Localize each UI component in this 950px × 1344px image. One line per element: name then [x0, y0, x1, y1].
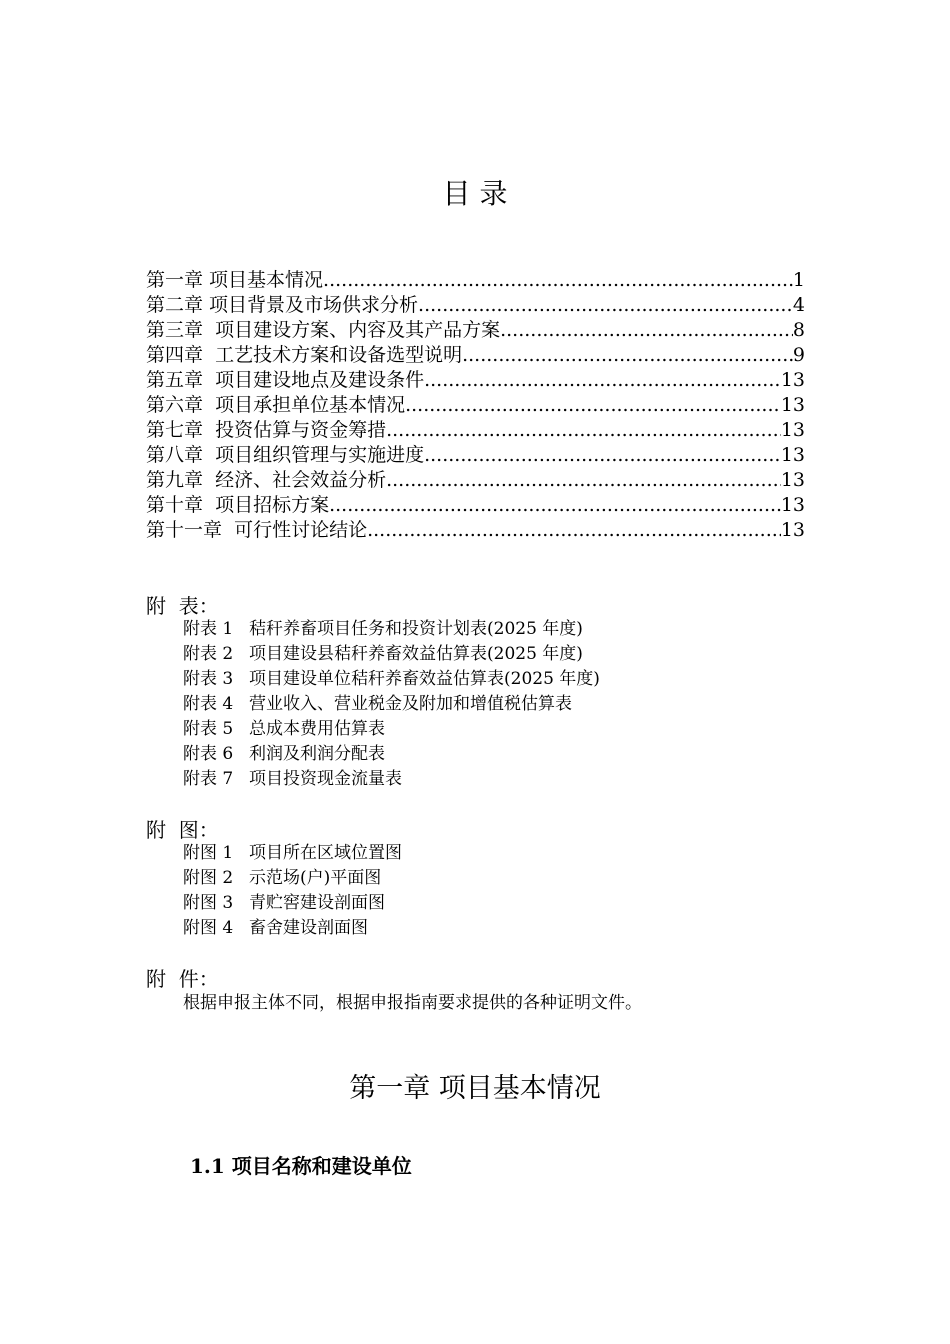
toc-page-number: 13 — [780, 394, 805, 416]
page-title: 目 录 — [442, 177, 508, 210]
toc-page-number: 13 — [780, 444, 805, 466]
toc-page-number: 13 — [780, 469, 805, 491]
list-item — [183, 692, 600, 717]
table-of-contents — [146, 268, 805, 543]
toc-chapter-label: 第四章 工艺技术方案和设备选型说明 — [146, 344, 463, 366]
list-item-label: 附图 1 — [183, 843, 234, 863]
toc-dot-leader — [386, 468, 781, 493]
list-item — [183, 642, 600, 667]
toc-entry[interactable] — [146, 343, 805, 368]
list-item-label: 附图 3 — [183, 893, 234, 913]
toc-chapter-label: 第二章 项目背景及市场供求分析 — [146, 294, 419, 316]
list-item-text: 秸秆养畜项目任务和投资计划表(2025 年度) — [249, 619, 583, 639]
list-item — [183, 667, 600, 692]
list-item-label: 附图 2 — [183, 868, 234, 888]
toc-chapter-label: 第十章 项目招标方案 — [146, 494, 330, 516]
list-item-text: 项目建设单位秸秆养畜效益估算表(2025 年度) — [249, 669, 600, 689]
list-item — [183, 841, 402, 866]
toc-dot-leader — [424, 443, 781, 468]
toc-chapter-label: 第五章 项目建设地点及建设条件 — [146, 369, 425, 391]
toc-dot-leader — [500, 318, 793, 343]
list-item-label: 附图 4 — [183, 918, 234, 938]
toc-chapter-label: 第一章 项目基本情况 — [146, 269, 324, 291]
list-item — [183, 891, 402, 916]
toc-dot-leader — [367, 518, 781, 543]
list-item-text: 青贮窖建设剖面图 — [249, 893, 385, 913]
attachments-heading: 附 件： — [146, 967, 219, 991]
list-item-text: 总成本费用估算表 — [249, 719, 385, 739]
list-item-label: 附表 4 — [183, 694, 234, 714]
toc-entry[interactable] — [146, 468, 805, 493]
toc-dot-leader — [386, 418, 781, 443]
toc-page-number: 9 — [792, 344, 805, 366]
toc-entry[interactable] — [146, 443, 805, 468]
toc-chapter-label: 第八章 项目组织管理与实施进度 — [146, 444, 425, 466]
list-item-text: 项目所在区域位置图 — [249, 843, 402, 863]
list-item-text: 示范场(户)平面图 — [249, 868, 382, 888]
toc-page-number: 13 — [780, 419, 805, 441]
list-item-label: 附表 6 — [183, 744, 234, 764]
list-item — [183, 767, 600, 792]
appendix-tables-list — [183, 617, 600, 792]
toc-chapter-label: 第九章 经济、社会效益分析 — [146, 469, 387, 491]
list-item-text: 项目投资现金流量表 — [249, 769, 402, 789]
list-item-label: 附表 3 — [183, 669, 234, 689]
appendix-figures-heading: 附 图： — [146, 818, 219, 842]
toc-page-number: 1 — [792, 269, 805, 291]
toc-page-number: 13 — [780, 519, 805, 541]
toc-chapter-label: 第六章 项目承担单位基本情况 — [146, 394, 406, 416]
list-item-text: 营业收入、营业税金及附加和增值税估算表 — [249, 694, 572, 714]
list-item-label: 附表 5 — [183, 719, 234, 739]
toc-dot-leader — [323, 268, 793, 293]
toc-entry[interactable] — [146, 493, 805, 518]
appendix-tables-heading: 附 表： — [146, 594, 219, 618]
toc-dot-leader — [424, 368, 781, 393]
list-item — [183, 742, 600, 767]
list-item — [183, 916, 402, 941]
appendix-figures-list — [183, 841, 402, 941]
toc-entry[interactable] — [146, 318, 805, 343]
toc-page-number: 13 — [780, 494, 805, 516]
list-item-text: 畜舍建设剖面图 — [249, 918, 368, 938]
toc-chapter-label: 第十一章 可行性讨论结论 — [146, 519, 368, 541]
toc-entry[interactable] — [146, 368, 805, 393]
toc-dot-leader — [462, 343, 793, 368]
toc-dot-leader — [418, 293, 793, 318]
list-item-text: 利润及利润分配表 — [249, 744, 385, 764]
list-item — [183, 717, 600, 742]
toc-entry[interactable] — [146, 393, 805, 418]
toc-page-number: 4 — [792, 294, 805, 316]
list-item — [183, 866, 402, 891]
list-item-label: 附表 2 — [183, 644, 234, 664]
toc-entry[interactable] — [146, 293, 805, 318]
toc-chapter-label: 第三章 项目建设方案、内容及其产品方案 — [146, 319, 501, 341]
toc-page-number: 8 — [792, 319, 805, 341]
toc-dot-leader — [405, 393, 781, 418]
toc-entry[interactable] — [146, 418, 805, 443]
list-item-text: 项目建设县秸秆养畜效益估算表(2025 年度) — [249, 644, 583, 664]
list-item-label: 附表 1 — [183, 619, 234, 639]
toc-dot-leader — [329, 493, 781, 518]
toc-entry[interactable] — [146, 268, 805, 293]
list-item — [183, 617, 600, 642]
toc-page-number: 13 — [780, 369, 805, 391]
attachments-note: 根据申报主体不同，根据申报指南要求提供的各种证明文件。 — [183, 993, 642, 1013]
toc-entry[interactable] — [146, 518, 805, 543]
section-title: 1.1 项目名称和建设单位 — [190, 1154, 412, 1178]
chapter-title: 第一章 项目基本情况 — [349, 1073, 601, 1104]
list-item-label: 附表 7 — [183, 769, 234, 789]
toc-chapter-label: 第七章 投资估算与资金筹措 — [146, 419, 387, 441]
